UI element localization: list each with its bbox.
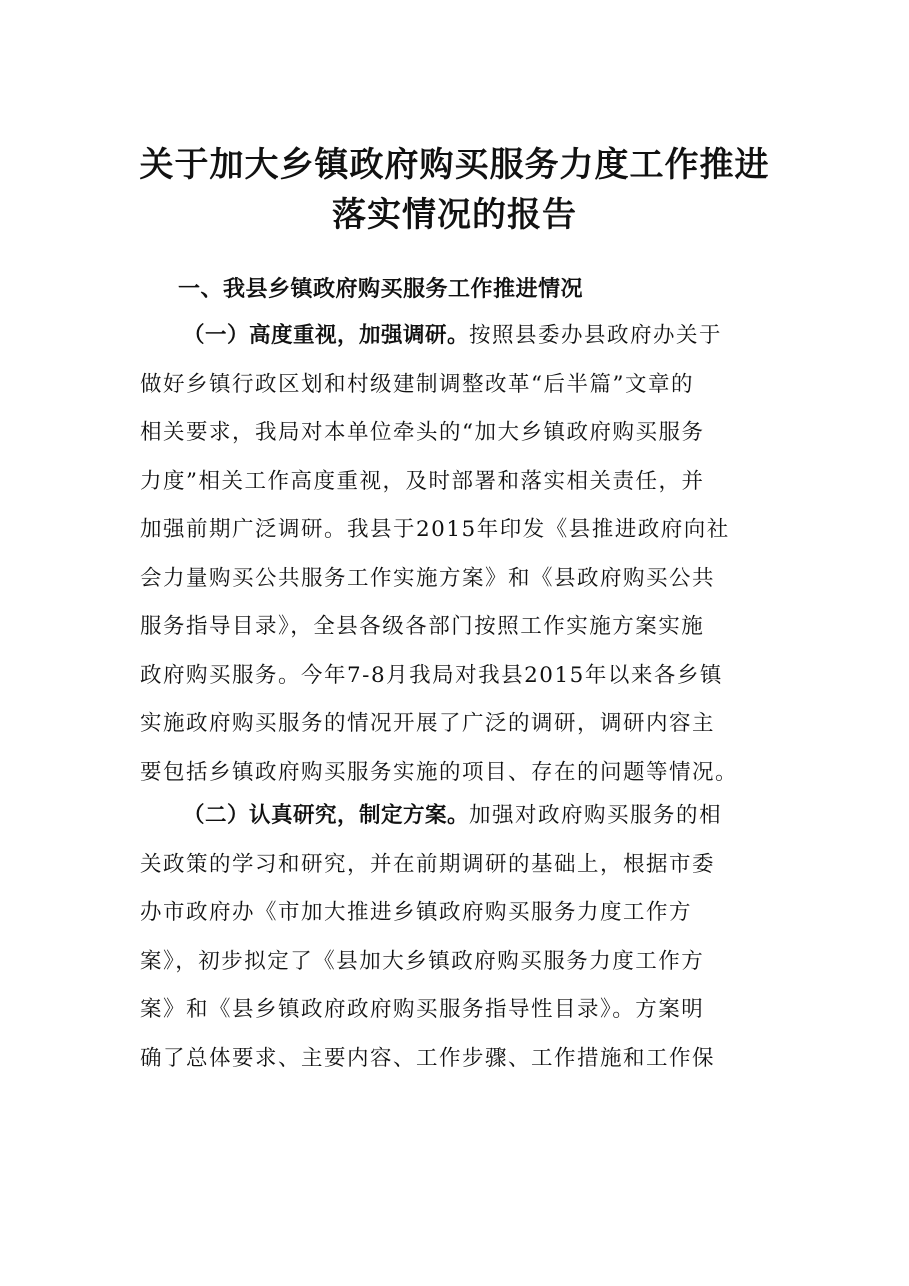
paragraph-1	[140, 312, 780, 797]
paragraph-line: 要包括乡镇政府购买服务实施的项目、存在的问题等情况。	[140, 759, 739, 785]
paragraph-line: 做好乡镇行政区划和村级建制调整改革“后半篇”文章的	[140, 371, 694, 397]
paragraph-text: 加强对政府购买服务的相	[469, 803, 723, 828]
paragraph-line: 关政策的学习和研究，并在前期调研的基础上，根据市委	[140, 851, 716, 877]
paragraph-line: 加强前期广泛调研。我县于2015年印发《县推进政府向社	[140, 517, 730, 542]
document-title-line-1: 关于加大乡镇政府购买服务力度工作推进	[139, 145, 770, 185]
paragraph-line: 服务指导目录》，全县各级各部门按照工作实施方案实施	[140, 614, 705, 639]
paragraph-line: 办市政府办《市加大推进乡镇政府购买服务力度工作方	[140, 900, 693, 925]
paragraph-lead: （二）认真研究，制定方案。	[183, 803, 470, 828]
paragraph-line: 政府购买服务。今年7-8月我局对我县2015年以来各乡镇	[140, 662, 723, 688]
paragraph-line	[140, 792, 780, 841]
paragraph-line: 案》和《县乡镇政府政府购买服务指导性目录》。方案明	[140, 997, 705, 1022]
document-title-line-2: 落实情况的报告	[332, 195, 577, 235]
paragraph-line	[140, 312, 780, 361]
section-heading-1: 一、我县乡镇政府购买服务工作推进情况	[178, 276, 584, 302]
paragraph-line: 会力量购买公共服务工作实施方案》和《县政府购买公共	[140, 565, 716, 591]
paragraph-text: 按照县委办县政府办关于	[469, 323, 723, 348]
paragraph-2	[140, 792, 780, 1083]
paragraph-lead: （一）高度重视，加强调研。	[183, 323, 470, 348]
paragraph-line: 力度”相关工作高度重视，及时部署和落实相关责任，并	[140, 468, 705, 494]
paragraph-line: 相关要求，我局对本单位牵头的“加大乡镇政府购买服务	[140, 420, 705, 445]
paragraph-line: 案》，初步拟定了《县加大乡镇政府购买服务力度工作方	[140, 948, 705, 974]
paragraph-line: 确了总体要求、主要内容、工作步骤、工作措施和工作保	[140, 1045, 716, 1071]
paragraph-line: 实施政府购买服务的情况开展了广泛的调研，调研内容主	[140, 711, 716, 736]
